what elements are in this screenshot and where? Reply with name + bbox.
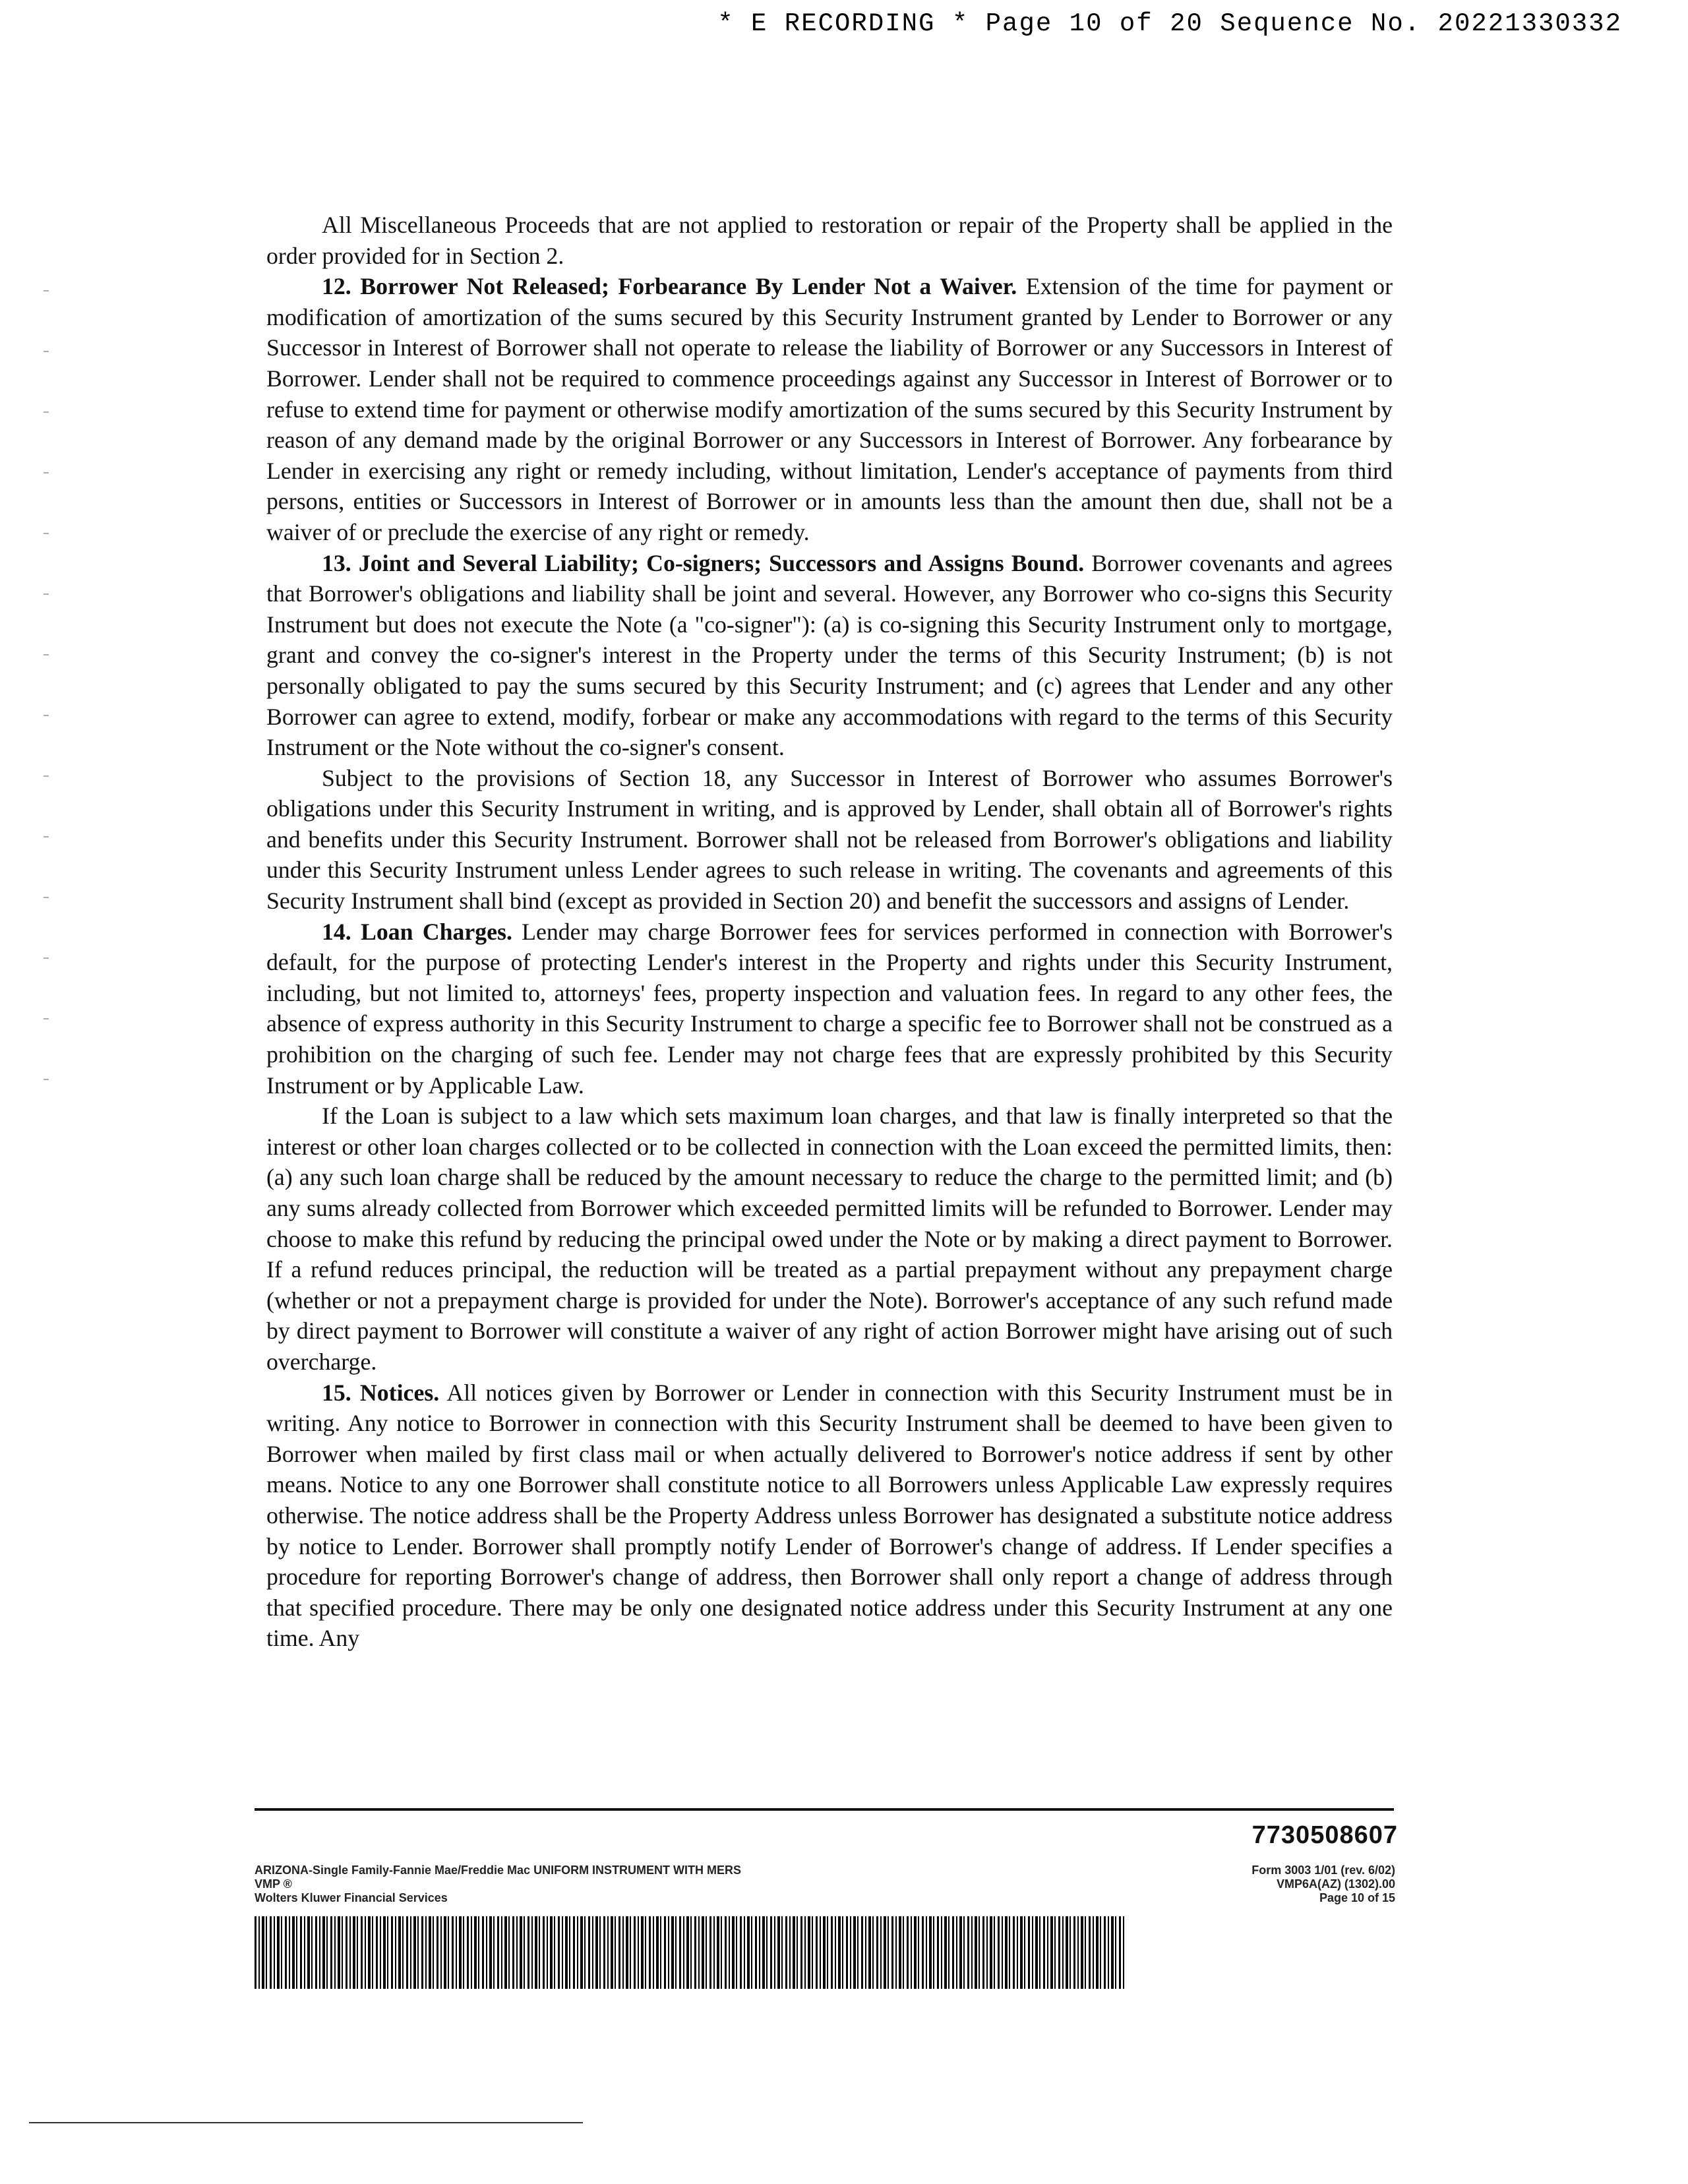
paragraph-misc-proceeds: All Miscellaneous Proceeds that are not applied to restoration or repair of the Property shall be applied in the order provided for in Section 2. xyxy=(266,212,1393,269)
scan-edge-line xyxy=(29,2122,583,2123)
section-12 xyxy=(266,271,1393,547)
loan-number: 7730508607 xyxy=(1251,1821,1398,1849)
section-13-text: Borrower covenants and agrees that Borrower's obligations and liability shall be joint and several. However, any Borrower who co-signs this Security Instrument but does not execute the Note (a "co-signer"): (a) is co-signing this Security Instrument only to mortgage, grant and convey the co-signer's interest in the Property under the terms of this Security Instrument; (b) is not personally obligated to pay the sums secured by this Security Instrument; and (c) agrees that Lender and any other Borrower can agree to extend, modify, forbear or make any accommodations with regard to the terms of this Security Instrument or the Note without the co-signer's consent. xyxy=(266,549,1393,761)
footer-vmp-mark: VMP ® xyxy=(255,1877,292,1891)
section-12-text: Extension of the time for payment or modification of amortization of the sums secured by this Security Instrument granted by Lender to Borrower or any Successor in Interest of Borrower shall not operate to release the liability of Borrower or any Successors in Interest of Borrower. Lender shall not be required to commence proceedings against any Successor in Interest of Borrower or to refuse to extend time for payment or otherwise modify amortization of the sums secured by this Security Instrument by reason of any demand made by the original Borrower or any Successors in Interest of Borrower. Any forbearance by Lender in exercising any right or remedy including, without limitation, Lender's acceptance of payments from third persons, entities or Successors in Interest of Borrower or in amounts less than the amount then due, shall not be a waiver of or preclude the exercise of any right or remedy. xyxy=(266,273,1393,545)
section-15-heading: 15. Notices. xyxy=(322,1379,440,1406)
footer-form-description xyxy=(255,1864,741,1905)
margin-scan-marks xyxy=(44,290,49,1081)
recording-header: * E RECORDING * Page 10 of 20 Sequence No. 20221330332 xyxy=(717,9,1622,38)
section-14-text: Lender may charge Borrower fees for services performed in connection with Borrower's default, for the purpose of protecting Lender's interest in the Property and rights under this Security Instrument, including, but not limited to, attorneys' fees, property inspection and valuation fees. In regard to any other fees, the absence of express authority in this Security Instrument to charge a specific fee to Borrower shall not be construed as a prohibition on the charging of such fee. Lender may not charge fees that are expressly prohibited by this Security Instrument or by Applicable Law. xyxy=(266,918,1393,1099)
section-14-heading: 14. Loan Charges. xyxy=(322,918,512,945)
barcode xyxy=(255,1916,1125,1989)
section-13-paragraph-2: Subject to the provisions of Section 18, any Successor in Interest of Borrower who assumes Borrower's obligations under this Security Instrument in writing, and is approved by Lender, shall obtain all of Borrower's rights and benefits under this Security Instrument. Borrower shall not be released from Borrower's obligations and liability under this Security Instrument unless Lender agrees to such release in writing. The covenants and agreements of this Security Instrument shall bind (except as provided in Section 20) and benefit the successors and assigns of Lender. xyxy=(266,764,1393,915)
section-13 xyxy=(266,548,1393,763)
footer-form-number xyxy=(1251,1864,1395,1905)
section-14-paragraph-2: If the Loan is subject to a law which sets maximum loan charges, and that law is finally interpreted so that the interest or other loan charges collected or to be collected in connection with the Loan exceed the permitted limits, then: (a) any such loan charge shall be reduced by the amount necessary to reduce the charge to the permitted limit; and (b) any sums already collected from Borrower which exceeded permitted limits will be refunded to Borrower. Lender may choose to make this refund by reducing the principal owed under the Note or by making a direct payment to Borrower. If a refund reduces principal, the reduction will be treated as a partial prepayment without any prepayment charge (whether or not a prepayment charge is provided for under the Note). Borrower's acceptance of any such refund made by direct payment to Borrower will constitute a waiver of any right of action Borrower might have arising out of such overcharge. xyxy=(266,1103,1393,1375)
section-13-heading: 13. Joint and Several Liability; Co-signers; Successors and Assigns Bound. xyxy=(322,549,1085,576)
section-14 xyxy=(266,917,1393,1101)
footer-form-id: Form 3003 1/01 (rev. 6/02) xyxy=(1251,1864,1395,1877)
footer-divider xyxy=(255,1808,1394,1811)
section-15-text: All notices given by Borrower or Lender in connection with this Security Instrument must be in writing. Any notice to Borrower in connection with this Security Instrument shall be deemed to have been given to Borrower when mailed by first class mail or when actually delivered to Borrower's notice address if sent by other means. Notice to any one Borrower shall constitute notice to all Borrowers unless Applicable Law expressly requires otherwise. The notice address shall be the Property Address unless Borrower has designated a substitute notice address by notice to Lender. Borrower shall promptly notify Lender of Borrower's change of address. If Lender specifies a procedure for reporting Borrower's change of address, then Borrower shall only report a change of address through that specified procedure. There may be only one designated notice address under this Security Instrument at any one time. Any xyxy=(266,1379,1393,1652)
footer-page-number: Page 10 of 15 xyxy=(1319,1891,1395,1904)
section-15 xyxy=(266,1378,1393,1654)
footer-form-title: ARIZONA-Single Family-Fannie Mae/Freddie Mac UNIFORM INSTRUMENT WITH MERS xyxy=(255,1864,742,1877)
footer-vmp-code: VMP6A(AZ) (1302).00 xyxy=(1276,1877,1395,1891)
footer-publisher: Wolters Kluwer Financial Services xyxy=(255,1891,448,1904)
section-12-heading: 12. Borrower Not Released; Forbearance By Lender Not a Waiver. xyxy=(322,273,1017,300)
document-body xyxy=(266,210,1393,1654)
